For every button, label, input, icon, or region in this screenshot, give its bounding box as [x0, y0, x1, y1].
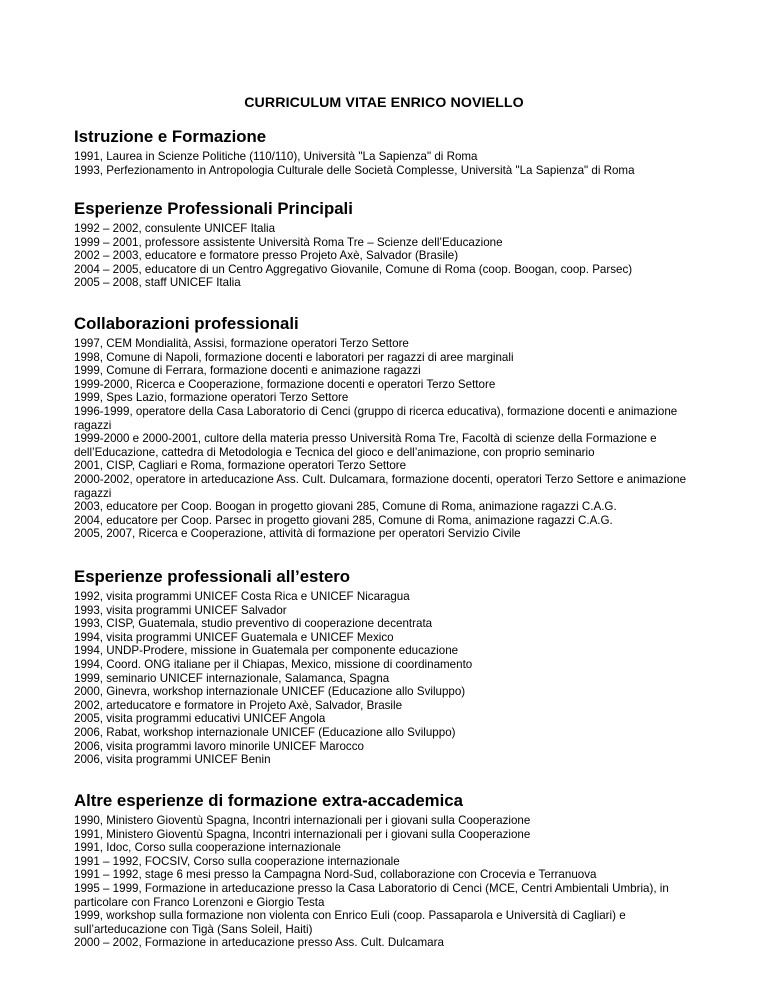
- list-item: 1997, CEM Mondialità, Assisi, formazione operatori Terzo Settore: [74, 337, 409, 350]
- list-item: 2000, Ginevra, workshop internazionale UNICEF (Educazione allo Sviluppo): [74, 685, 466, 699]
- list-item: 2006, visita programmi UNICEF Benin: [74, 753, 271, 767]
- list-item: 2006, visita programmi lavoro minorile UNICEF Marocco: [74, 739, 364, 753]
- list-item: 2003, educatore per Coop. Boogan in progetto giovani 285, Comune di Roma, animazione ragazzi C.A.G.: [74, 500, 617, 514]
- list-item: 2004 – 2005, educatore di un Centro Aggregativo Giovanile, Comune di Roma (coop. Boogan, coop. Parsec): [74, 262, 633, 276]
- list-item: 1993, CISP, Guatemala, studio preventivo di cooperazione decentrata: [74, 617, 433, 631]
- section-list: [74, 150, 699, 177]
- list-item: 1999-2000, Ricerca e Cooperazione, formazione docenti e operatori Terzo Settore: [74, 377, 496, 391]
- section-heading: Esperienze Professionali Principali: [74, 199, 353, 218]
- section-list: [74, 222, 699, 290]
- list-item: 1992, visita programmi UNICEF Costa Rica e UNICEF Nicaragua: [74, 590, 410, 603]
- list-item: 1993, Perfezionamento in Antropologia Culturale delle Società Complesse, Università "La Sapienza" di Roma: [74, 163, 635, 177]
- section-esperienze-principali: [74, 198, 699, 290]
- list-item: 1991, Ministero Gioventù Spagna, Incontri internazionali per i giovani sulla Cooperazione: [74, 827, 531, 841]
- list-item: 1999-2000 e 2000-2001, cultore della materia presso Università Roma Tre, Facoltà di scienze della Formazione e dell’Educazione, cattedra di Metodologia e Tecnica del gioco e dell’animazione, con proprio seminario: [74, 432, 657, 459]
- section-list: [74, 590, 699, 767]
- section-list: [74, 814, 699, 950]
- list-item: 1990, Ministero Gioventù Spagna, Incontri internazionali per i giovani sulla Cooperazione: [74, 814, 531, 827]
- list-item: 1995 – 1999, Formazione in arteducazione presso la Casa Laboratorio di Cenci (MCE, Centri Ambientali Umbria), in particolare con Franco Lorenzoni e Giorgio Testa: [74, 881, 669, 909]
- list-item: 1994, Coord. ONG italiane per il Chiapas, Mexico, missione di coordinamento: [74, 657, 473, 671]
- list-item: 1998, Comune di Napoli, formazione docenti e laboratori per ragazzi di aree marginali: [74, 350, 514, 364]
- list-item: 2006, Rabat, workshop internazionale UNICEF (Educazione allo Sviluppo): [74, 725, 456, 739]
- section-heading: Altre esperienze di formazione extra-accademica: [74, 791, 463, 810]
- list-item: 2002 – 2003, educatore e formatore presso Projeto Axè, Salvador (Brasile): [74, 249, 459, 263]
- section-heading: Esperienze professionali all’estero: [74, 567, 351, 586]
- list-item: 2002, arteducatore e formatore in Projeto Axè, Salvador, Brasile: [74, 698, 403, 712]
- section-list: [74, 337, 699, 541]
- list-item: 1994, visita programmi UNICEF Guatemala e UNICEF Mexico: [74, 630, 394, 644]
- list-item: 1996-1999, operatore della Casa Laboratorio di Cenci (gruppo di ricerca educativa), formazione docenti e animazione ragazzi: [74, 404, 678, 432]
- list-item: 2004, educatore per Coop. Parsec in progetto giovani 285, Comune di Roma, animazione ragazzi C.A.G.: [74, 513, 613, 527]
- section-esperienze-estero: [74, 566, 699, 767]
- list-item: 1994, UNDP-Prodere, missione in Guatemala per componente educazione: [74, 644, 459, 658]
- list-item: 1991 – 1992, stage 6 mesi presso la Campagna Nord-Sud, collaborazione con Crocevia e Terranuova: [74, 868, 597, 882]
- list-item: 1993, visita programmi UNICEF Salvador: [74, 603, 287, 617]
- list-item: 1999, workshop sulla formazione non violenta con Enrico Euli (coop. Passaparola e Università di Cagliari) e sull’arteducazione con Tigà (Sans Soleil, Haiti): [74, 909, 626, 936]
- document-title: CURRICULUM VITAE ENRICO NOVIELLO: [244, 95, 524, 111]
- section-istruzione: [74, 126, 699, 177]
- section-heading: Istruzione e Formazione: [74, 127, 267, 146]
- list-item: 1991, Idoc, Corso sulla cooperazione internazionale: [74, 841, 341, 855]
- list-item: 1999, Comune di Ferrara, formazione docenti e animazione ragazzi: [74, 364, 421, 378]
- list-item: 2005 – 2008, staff UNICEF Italia: [74, 276, 241, 290]
- list-item: 1999, seminario UNICEF internazionale, Salamanca, Spagna: [74, 671, 390, 685]
- list-item: 1991 – 1992, FOCSIV, Corso sulla cooperazione internazionale: [74, 854, 400, 868]
- section-formazione-extra: [74, 790, 699, 950]
- section-heading: Collaborazioni professionali: [74, 314, 299, 333]
- list-item: 1992 – 2002, consulente UNICEF Italia: [74, 222, 276, 235]
- list-item: 2000 – 2002, Formazione in arteducazione presso Ass. Cult. Dulcamara: [74, 936, 444, 950]
- list-item: 1999 – 2001, professore assistente Università Roma Tre – Scienze dell’Educazione: [74, 235, 503, 249]
- list-item: 2001, CISP, Cagliari e Roma, formazione operatori Terzo Settore: [74, 459, 407, 473]
- section-collaborazioni: [74, 313, 699, 541]
- list-item: 2005, visita programmi educativi UNICEF Angola: [74, 712, 326, 726]
- list-item: 2000-2002, operatore in arteducazione Ass. Cult. Dulcamara, formazione docenti, operatori Terzo Settore e animazione ragazzi: [74, 472, 687, 500]
- list-item: 2005, 2007, Ricerca e Cooperazione, attività di formazione per operatori Servizio Civile: [74, 527, 521, 541]
- list-item: 1999, Spes Lazio, formazione operatori Terzo Settore: [74, 391, 349, 405]
- list-item: 1991, Laurea in Scienze Politiche (110/110), Università "La Sapienza" di Roma: [74, 150, 478, 163]
